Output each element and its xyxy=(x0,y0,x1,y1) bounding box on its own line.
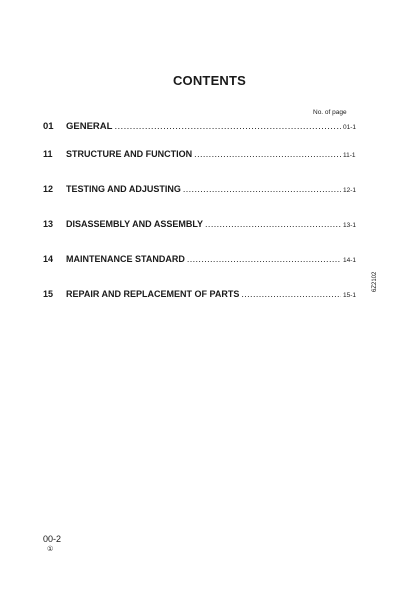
dot-leader xyxy=(205,219,341,229)
toc-entry-testing-and-adjusting[interactable] xyxy=(43,184,363,219)
revision-mark: ① xyxy=(47,546,54,553)
toc-entry-label: TESTING AND ADJUSTING xyxy=(66,184,181,194)
toc-entry-number: 11 xyxy=(43,149,53,159)
toc-entry-page: 14-1 xyxy=(343,257,357,264)
toc-entry-structure-and-function[interactable] xyxy=(43,149,363,184)
toc-entry-number: 15 xyxy=(43,289,54,299)
toc-entry-label: DISASSEMBLY AND ASSEMBLY xyxy=(66,219,204,229)
toc-entry-page: 13-1 xyxy=(343,222,357,229)
dot-leader xyxy=(187,254,341,264)
toc-entry-number: 12 xyxy=(43,184,54,194)
toc-entry-number: 01 xyxy=(43,121,54,132)
dot-leader xyxy=(183,184,341,194)
dot-leader xyxy=(241,289,341,299)
toc-entry-label: MAINTENANCE STANDARD xyxy=(66,254,185,264)
toc-entry-number: 13 xyxy=(43,219,54,229)
toc-entry-page: 12-1 xyxy=(343,187,357,194)
toc-entry-label: STRUCTURE AND FUNCTION xyxy=(66,149,193,159)
toc-entry-repair-and-replacement[interactable] xyxy=(43,289,363,324)
document-code-text: 6Z2102 xyxy=(372,271,378,292)
toc-entry-page: 11-1 xyxy=(343,152,356,159)
toc-entry-label: GENERAL xyxy=(66,121,113,132)
footer-page-number: 00-2 xyxy=(43,534,62,544)
toc-entry-maintenance-standard[interactable] xyxy=(43,254,363,289)
toc-entry-page: 01-1 xyxy=(343,124,357,131)
toc-entry-general[interactable] xyxy=(43,118,363,149)
toc-entry-page: 15-1 xyxy=(343,292,357,299)
page-title: CONTENTS xyxy=(172,73,247,88)
toc-entry-disassembly-and-assembly[interactable] xyxy=(43,219,363,254)
dot-leader xyxy=(114,121,341,132)
dot-leader xyxy=(194,149,341,159)
page-number-column-header: No. of page xyxy=(313,109,347,116)
toc-entry-number: 14 xyxy=(43,254,54,264)
toc-entry-label: REPAIR AND REPLACEMENT OF PARTS xyxy=(66,289,240,299)
table-of-contents xyxy=(43,118,363,324)
document-code xyxy=(372,272,378,292)
